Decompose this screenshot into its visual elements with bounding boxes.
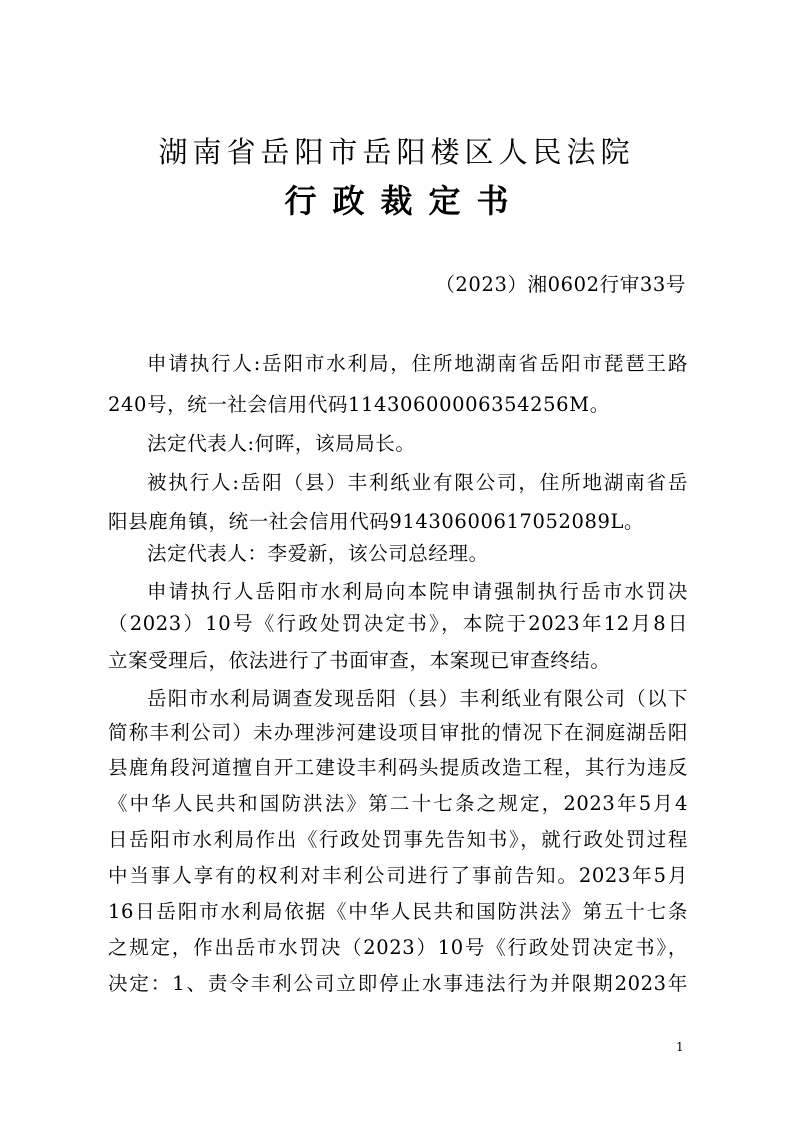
body-line-applicant: 申请执行人:岳阳市水利局，住所地湖南省岳阳市琵琶王路 (147, 352, 688, 375)
body-line-facts-9: 决定：1、责令丰利公司立即停止水事违法行为并限期2023年 (108, 972, 688, 995)
body-line-respondent: 被执行人:岳阳（县）丰利纸业有限公司，住所地湖南省岳 (147, 471, 688, 494)
body-line-application-3: 立案受理后，依法进行了书面审查，本案现已审查终结。 (108, 649, 611, 672)
body-line-facts-3: 县鹿角段河道擅自开工建设丰利码头提质改造工程，其行为违反 (108, 756, 688, 779)
case-number: （2023）湘0602行审33号 (435, 273, 686, 296)
body-line-facts-5: 日岳阳市水利局作出《行政处罚事先告知书》，就行政处罚过程 (108, 828, 688, 851)
body-line-facts-2: 简称丰利公司）未办理涉河建设项目审批的情况下在洞庭湖岳阳 (108, 721, 688, 744)
court-name: 湖南省岳阳市岳阳楼区人民法院 (158, 135, 635, 169)
body-line-application: 申请执行人岳阳市水利局向本院申请强制执行岳市水罚决 (147, 580, 688, 603)
body-line-respondent-code: 阳县鹿角镇，统一社会信用代码91430600617052089L。 (108, 510, 645, 533)
body-line-applicant-representative: 法定代表人:何晖，该局局长。 (147, 432, 416, 455)
document-title: 行政裁定书 (284, 182, 525, 220)
body-line-facts-8: 之规定，作出岳市水罚决（2023）10号《行政处罚决定书》， (108, 936, 688, 959)
body-line-facts-7: 16日岳阳市水利局依据《中华人民共和国防洪法》第五十七条 (108, 900, 688, 923)
body-line-applicant-code: 240号，统一社会信用代码11430600006354256M。 (108, 393, 610, 416)
body-line-facts-6: 中当事人享有的权利对丰利公司进行了事前告知。2023年5月 (108, 864, 688, 887)
page-number: 1 (676, 1040, 684, 1054)
body-line-respondent-representative: 法定代表人：李爱新，该公司总经理。 (147, 542, 489, 565)
body-line-facts-4: 《中华人民共和国防洪法》第二十七条之规定，2023年5月4 (108, 792, 688, 815)
body-line-application-2: （2023）10号《行政处罚决定书》，本院于2023年12月8日 (108, 612, 689, 635)
body-line-facts-1: 岳阳市水利局调查发现岳阳（县）丰利纸业有限公司（以下 (147, 687, 688, 710)
